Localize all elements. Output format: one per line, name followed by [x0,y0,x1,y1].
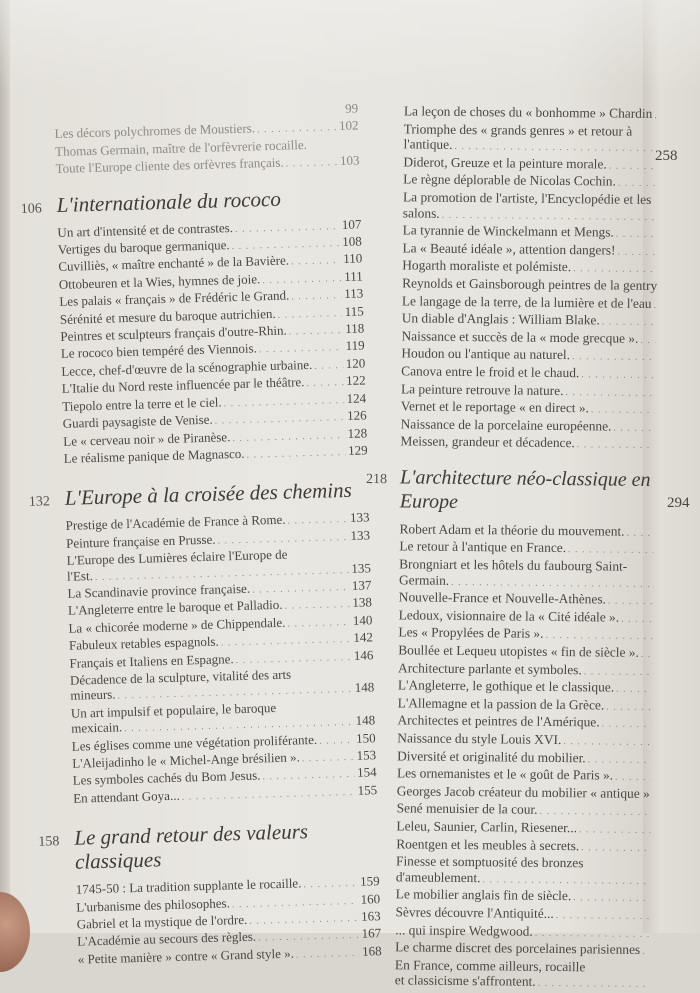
dot-leader [314,358,343,374]
toc-entry-title: Le charme discret des porcelaines parisiennes [395,939,640,957]
toc-entry-title: Les symboles cachés du Bom Jesus. [73,768,261,789]
toc-entry-title: Thomas Germain, maître de l'orfèvrerie rocaille. [55,137,307,159]
toc-entry-page: 146 [353,647,373,663]
toc-entry-title: Hogarth moraliste et polémiste. [402,258,571,275]
toc-entry-title-cont: mexicain. [71,720,122,737]
toc-entry-title: Ottobeuren et la Wies, hymnes de joie. [59,271,261,292]
toc-entry-page: 99 [338,101,358,117]
toc-entry-title: L'Allemagne et la passion de la Grèce. [398,695,605,713]
toc-entry-page: 111 [343,268,363,284]
toc-entry-page: 160 [360,891,380,907]
toc-entry-title: En France, comme ailleurs, rocaille [395,957,586,975]
toc-entry-title-cont: l'antique. [403,137,452,153]
toc-entry-page: 167 [361,926,381,942]
toc-entry-title: Canova entre le froid et le chaud. [401,363,579,380]
dot-leader [615,770,651,786]
chapter-page-number: 132 [29,494,65,511]
toc-entry [366,433,676,454]
toc-entry-title: 1745-50 : La tradition supplante le rocaille. [76,876,302,898]
toc-entry-title: La leçon de choses du « bonhomme » Chardin [404,103,653,121]
dot-leader [306,375,344,391]
toc-entry-title: Le règne déplorable de Nicolas Cochin. [403,172,616,190]
toc-entry-page: 148 [355,712,375,728]
toc-entry-title: Les églises comme une végétation proliférante. [72,731,318,753]
toc-entry-page: 102 [338,118,358,134]
toc-entry-title: Prestige de l'Académie de France à Rome. [65,512,285,534]
toc-entry-title: Robert Adam et la théorie du mouvement. [399,521,624,539]
toc-chapter-heading [366,465,676,516]
dot-leader [618,176,657,192]
toc-entry-page: 107 [341,216,361,232]
toc-entry-title: ... qui inspire Wedgwood. [395,922,533,939]
toc-entry-page: 115 [344,303,364,319]
toc-chapter-heading [38,817,379,874]
dot-leader [232,427,345,446]
dot-leader [302,750,355,767]
toc-entry-title-cont: l'Est. [67,568,93,584]
toc-entry-title: L'Italie du Nord reste influencée par le théâtre. [62,374,305,396]
toc-entry-page: 138 [352,595,372,611]
toc-entry-title: Lecce, chef-d'œuvre de la scénographie urbaine. [61,357,312,379]
toc-intro-entries [366,103,680,454]
dot-leader [641,647,653,663]
toc-entry-title: Décadence de la sculpture, vitalité des arts [70,667,292,689]
toc-entry-title: L'Aleijadinho le « Michel-Ange brésilien ». [72,749,300,771]
toc-entry-page: 126 [346,407,366,423]
toc-entry-page: 119 [345,338,365,354]
toc-entry-title: L'Académie au secours des règles. [77,929,256,949]
toc-entry-page: 163 [360,908,380,924]
toc-entry-title: L'Angleterre entre le baroque et Palladio. [68,597,283,618]
dot-leader [287,512,347,529]
dot-leader [565,385,655,402]
dot-leader [572,349,656,365]
toc-entry-page: 128 [347,425,367,441]
toc-entry-page: 153 [356,747,376,763]
dot-leader [573,261,656,277]
toc-entry-title: La « chicorée moderne » de Chippendale. [68,614,285,635]
toc-entry-title: Français et Italiens en Espagne. [69,651,234,671]
next-page-chapter-number: 258 [655,148,678,165]
dot-leader [588,752,652,768]
toc-entry-title: La Scandinavie province française. [67,581,250,601]
toc-entry-title: La tyrannie de Winckelmann et Mengs. [403,223,614,241]
toc-entry-title: Peintres et sculpteurs français d'outre-Rhin. [60,323,287,345]
dot-leader [319,732,354,748]
toc-entry-title: Diversité et originalité du mobilier. [397,748,586,766]
toc-entry-title: Ledoux, visionnaire de la « Cité idéale ». [399,607,620,625]
dot-leader [601,717,651,733]
toc-entry-continuation [361,972,671,993]
toc-entry-page: 110 [342,251,362,267]
dot-leader [303,876,358,893]
toc-entry-title: Georges Jacob créateur du mobilier « antique » [397,783,650,801]
dot-leader [654,108,658,124]
dot-leader [613,420,654,436]
toc-entry-page: 108 [342,233,362,249]
toc-entry-title: Guardi paysagiste de Venise. [63,412,213,432]
dot-leader [258,928,360,946]
dot-leader [584,664,652,680]
toc-entry-page: 148 [354,680,374,696]
toc-entry-title: L'Angleterre, le gothique et le classique. [398,678,614,696]
dot-leader [556,908,650,925]
dot-leader [579,822,651,838]
chapter-title: L'Europe à la croisée des chemins [65,478,353,510]
dot-leader [621,612,653,628]
toc-entry-title: Finesse et somptuosité des bronzes [396,853,584,871]
toc-entry-title: Architecture parlante et symboles. [398,660,582,678]
dot-leader [235,219,340,237]
dot-leader [296,946,360,963]
toc-chapter [38,817,382,969]
toc-chapter [29,478,378,809]
dot-leader [545,628,652,645]
dot-leader [581,840,650,856]
toc-right-column [361,103,680,993]
toc-entry-title: Nouvelle-France et Nouvelle-Athènes. [399,590,606,608]
toc-entry-title: Peinture française en Prusse. [66,531,216,551]
dot-leader [609,158,658,174]
dot-leader [602,315,656,331]
chapter-title: L'internationale du rococo [56,186,281,216]
dot-leader [591,402,655,418]
dot-leader [616,227,657,243]
toc-entry-page: 118 [344,320,364,336]
toc-entry-title: Meissen, grandeur et décadence. [400,434,575,451]
toc-entry-page: 142 [353,629,373,645]
toc-entry-title-cont: d'ameublement. [396,869,481,885]
chapter-page-number: 218 [366,472,400,488]
toc-entry-title-cont: mineurs. [70,687,116,704]
dot-leader [246,445,346,463]
dot-leader [257,121,337,139]
toc-entry-title: La promotion de l'artiste, l'Encyclopédie et les [403,189,652,207]
dot-leader [573,891,650,907]
toc-entry-page: 129 [347,442,367,458]
dot-leader [640,333,655,349]
dot-leader [232,236,341,254]
toc-chapter [20,184,368,469]
toc-entry-page: 133 [350,527,370,543]
dot-leader [291,253,341,270]
toc-entry-title: Le retour à l'antique en France. [399,539,566,556]
dot-leader [538,976,649,993]
toc-entry-page [339,147,359,148]
toc-entry-title: Naissance de la porcelaine européenne. [401,416,612,434]
toc-entry-page: 120 [345,355,365,371]
toc-entry-page: 159 [359,873,379,889]
dot-leader [626,526,653,542]
dot-leader [608,594,653,610]
dot-leader [606,699,652,715]
dot-leader [653,298,656,314]
toc-entry-title: Houdon ou l'antique au naturel. [401,346,570,363]
toc-chapters [20,184,382,970]
toc-entry-title: La peinture retrouve la nature. [401,381,564,398]
next-page-chapter-number: 294 [667,495,690,512]
dot-leader [581,367,655,383]
toc-entry-title: Les décors polychromes de Moustiers. [54,121,255,142]
toc-left-column [18,101,382,970]
toc-entry-title: Diderot, Greuze et la peinture morale. [403,154,607,172]
toc-entry-title: La « Beauté idéale », attention dangers! [402,240,615,258]
toc-entry-title-cont: et classicisme s'affrontent. [395,973,536,990]
toc-entry-title: Le langage de la terre, de la lumière et de l'eau [402,293,652,311]
toc-entry-title: Triomphe des « grands genres » et retour à [404,121,633,139]
dot-leader [249,911,359,929]
toc-entry-page: 155 [357,782,377,798]
light-shade [0,0,700,90]
toc-entry-title-cont: Germain. [399,572,449,588]
dot-leader [284,597,350,614]
toc-entry-title: Un diable d'Anglais : William Blake. [402,310,600,328]
toc-entry-title: Sené menuisier de la cour. [397,801,538,818]
dot-leader [539,804,650,821]
toc-entry-title: Le mobilier anglais fin de siècle. [396,887,572,904]
dot-leader [563,734,651,751]
toc-chapter-heading [29,478,370,511]
toc-entry-title: Cuvilliès, « maître enchanté » de la Bavière. [58,253,289,275]
chapter-page-number: 106 [21,201,57,218]
chapter-page-number: 158 [38,834,74,851]
toc-entry-title: Tiepolo entre la terre et le ciel. [62,394,222,414]
chapter-title: L'architecture néo-classique en Europe [400,465,660,516]
dot-leader [289,323,343,340]
toc-entry-page: 122 [345,373,365,389]
dot-leader [262,767,355,785]
toc-entry-title: Naissance et succès de la « mode grecque ». [401,328,638,346]
toc-entry-title: Gabriel et la mystique de l'ordre. [77,912,248,932]
toc-entry-title: « Petite manière » contre « Grand style ». [78,945,295,966]
dot-leader [482,872,650,889]
toc-entry-title: Leleu, Saunier, Carlin, Riesener... [396,818,577,835]
toc-entry-page: 124 [346,390,366,406]
toc-entry-title: Boullée et Lequeu utopistes « fin de siècle ». [398,642,639,660]
toc-entry-page: 140 [352,612,372,628]
toc-entry-title: En attendant Goya... [73,788,180,806]
toc-entry-title: Fabuleux retables espagnols. [69,634,219,654]
toc-entry-title: Le réalisme panique de Magnasco. [64,446,245,466]
toc-entry-page: 103 [339,153,359,169]
dot-leader [262,271,341,289]
toc-entry-page: 168 [361,943,381,959]
dot-leader [235,649,351,668]
toc-entry-title: Sèvres découvre l'Antiquité... [395,904,553,921]
toc-entry-title: Un art d'intensité et de contrastes. [57,220,233,240]
toc-entry-title: Reynolds et Gainsborough peintres de la gentry [402,275,657,293]
toc-entry-page: 133 [349,510,369,526]
toc-entry-title: Les ornemanistes et le « goût de Paris ». [397,766,613,784]
toc-entry-title: Les palais « français » de Frédéric le Grand. [59,288,289,310]
dot-leader [535,925,650,942]
toc-entry-title: Les « Propylées de Paris ». [398,625,543,642]
toc-entry-title: Roentgen et les meubles à secrets. [396,836,579,854]
dot-leader [616,682,652,698]
chapter-title: Le grand retour des valeurs classiques [74,819,315,874]
dot-leader [642,944,649,960]
toc-entry-title: Un art impulsif et populaire, le baroque [71,700,277,721]
dot-leader [259,340,343,358]
toc-intro-entries [18,101,360,180]
toc-entry-page: 154 [356,765,376,781]
toc-entry-title: L'urbanisme des philosophes. [76,895,230,915]
toc-entry-title: Brongniart et les hôtels du faubourg Saint- [399,556,627,574]
toc-entry-title: L'Europe des Lumières éclaire l'Europe de [66,547,287,569]
toc-chapter-heading [20,184,361,217]
toc-entry-title: Le rococo bien tempéré des Viennois. [61,341,257,362]
dot-leader [617,244,656,260]
toc-entry-page: 137 [351,577,371,593]
toc-chapter-entries [361,521,676,993]
dot-leader [577,437,655,453]
dot-leader [286,155,338,172]
toc-entry-page: 113 [343,286,363,302]
toc-entry-title: Le « cerveau noir » de Piranèse. [63,429,230,449]
toc-entry-title: Architectes et peintres de l'Amérique. [397,713,599,731]
toc-entry-page: 135 [351,560,371,576]
dot-leader [568,543,653,559]
toc-entry-page: 150 [355,730,375,746]
dot-leader [252,580,350,598]
dot-leader [291,288,341,305]
toc-entry-title: Vernet et le reportage « en direct ». [401,398,589,416]
dot-leader [182,785,356,805]
dot-leader [287,615,350,632]
toc-entry-title: Vertiges du baroque germanique. [58,237,230,257]
toc-entry-title: Sérénité et mesure du baroque autrichien. [60,306,276,327]
toc-entry-title: Toute l'Europe cliente des orfèvres français. [55,155,283,177]
dot-leader [277,306,342,323]
toc-entry-title: Naissance du style Louis XVI. [397,730,561,747]
toc-entry-title-cont: salons. [403,205,440,221]
